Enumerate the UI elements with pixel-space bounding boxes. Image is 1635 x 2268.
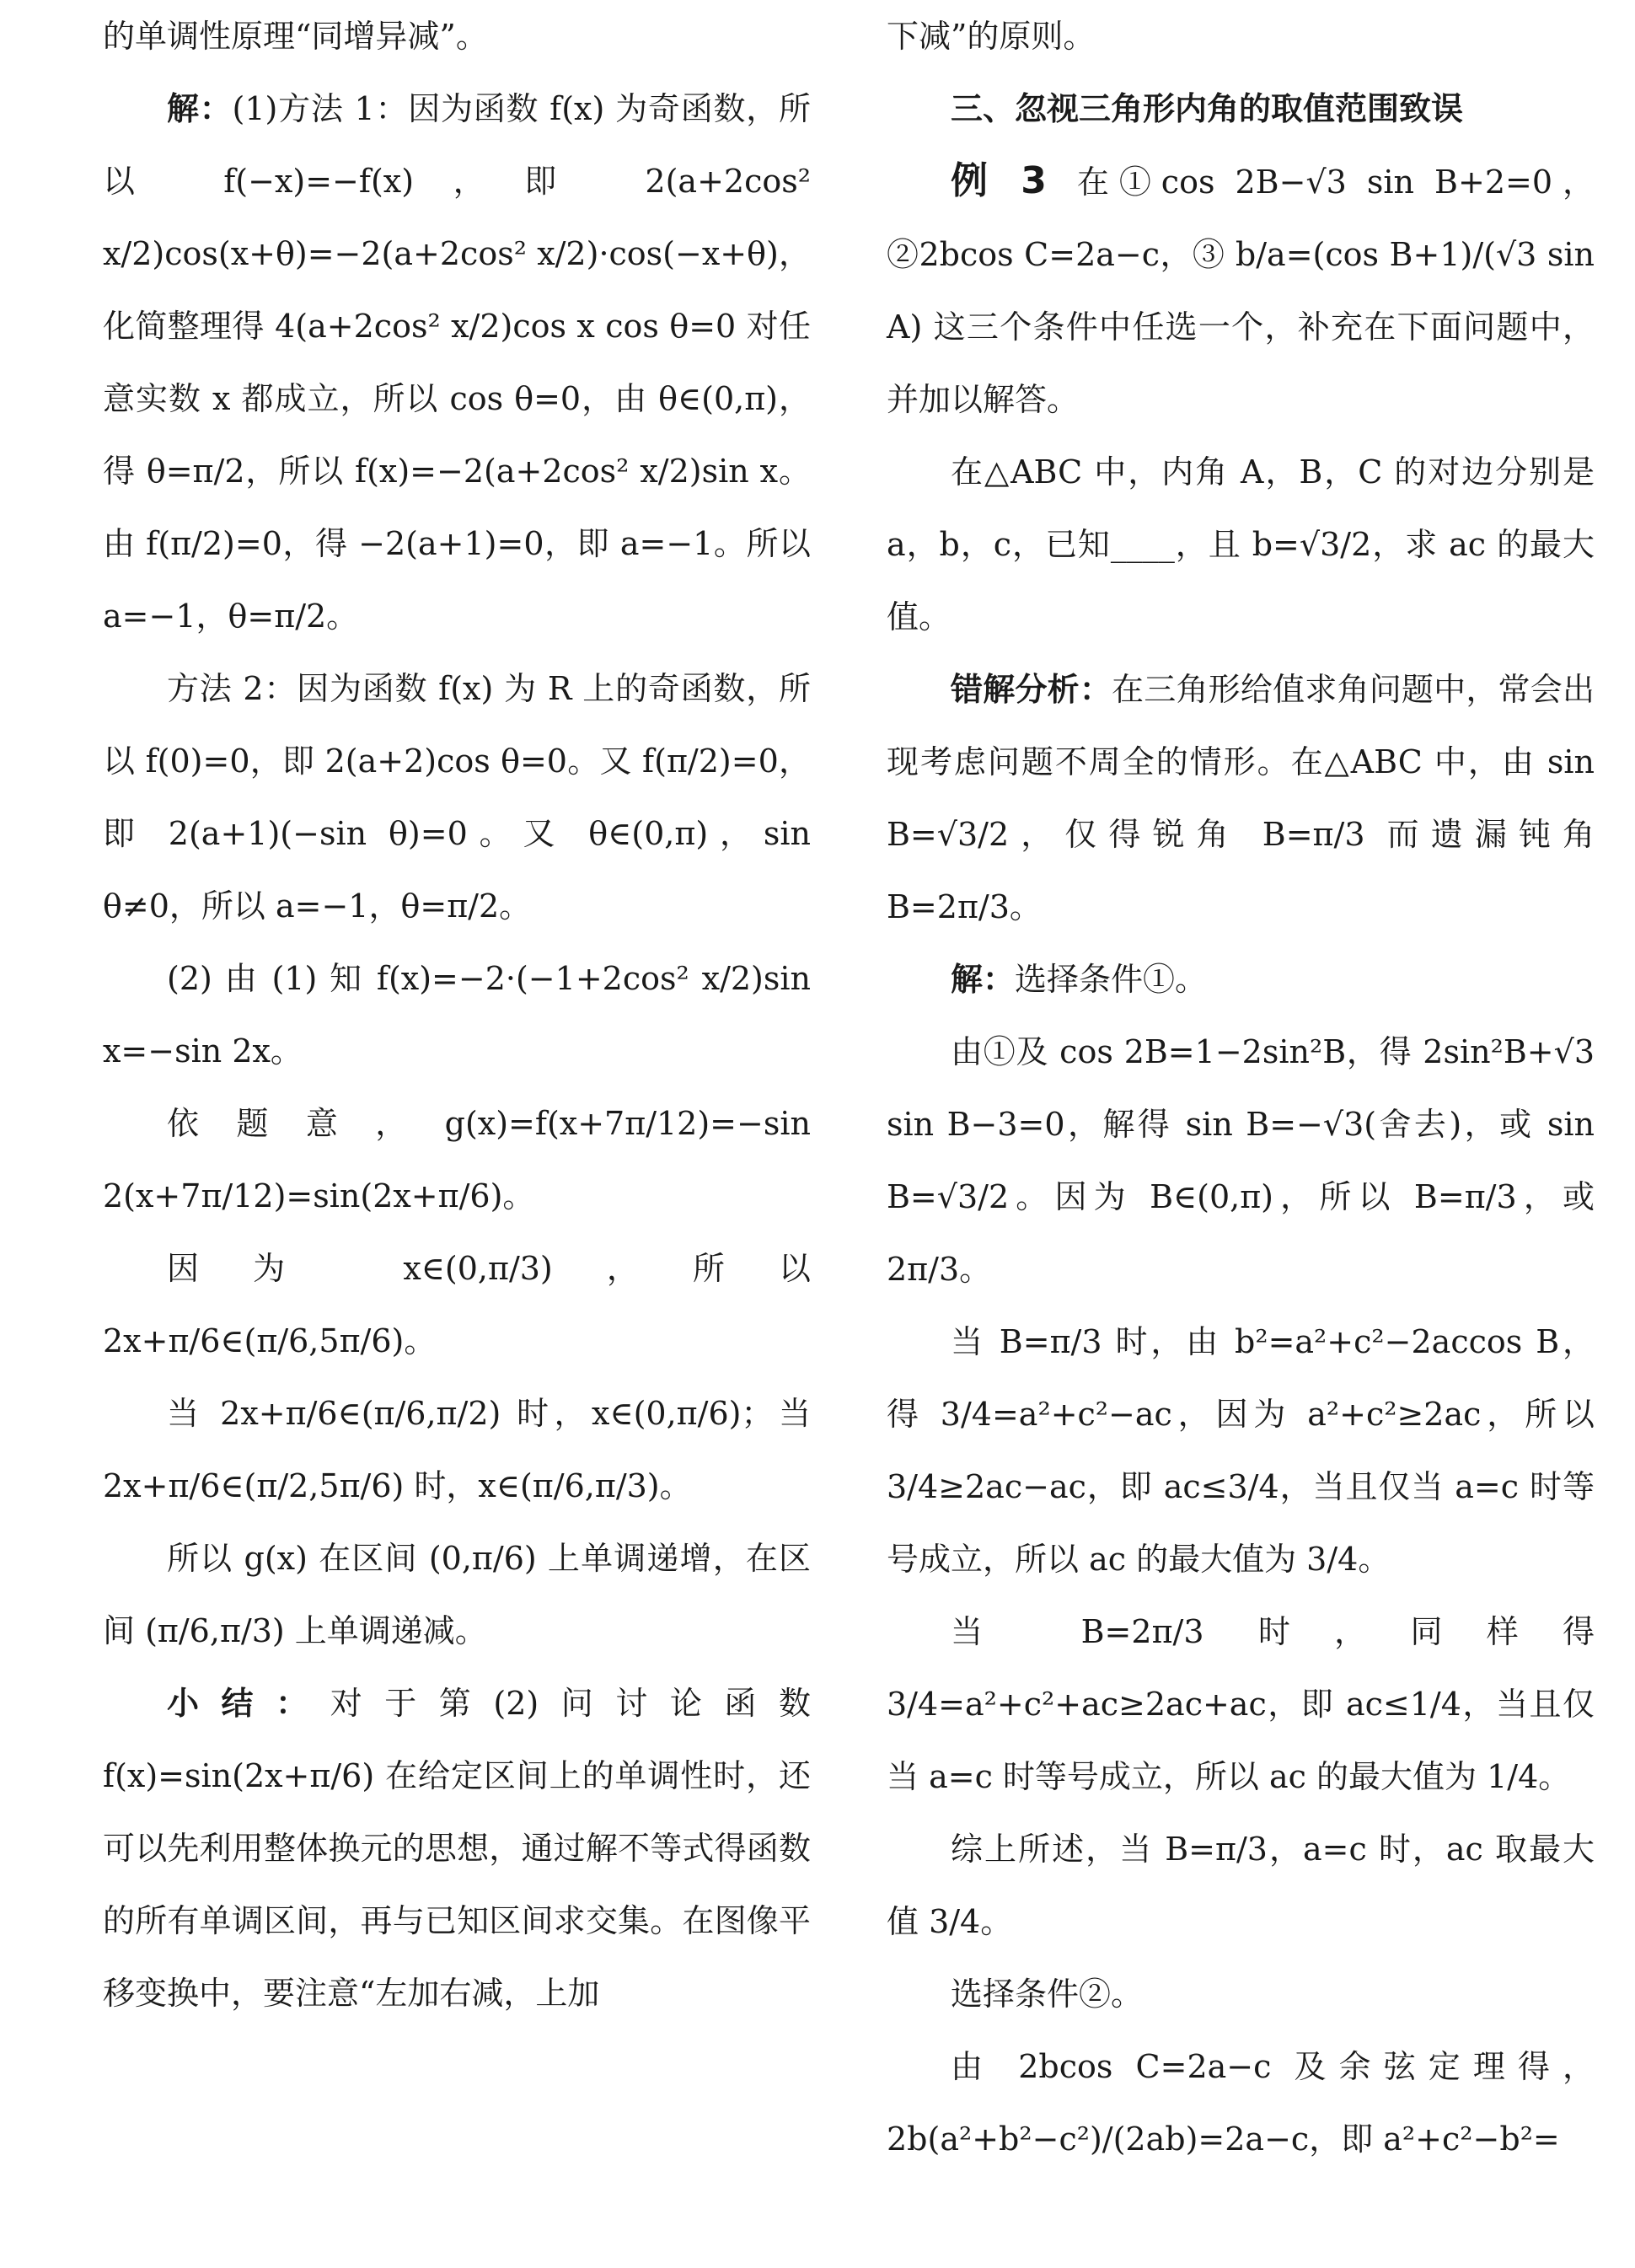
- paragraph-text: 在△ABC 中，内角 A，B，C 的对边分别是 a，b，c，已知____，且 b=√3/2，求 ac 的最大值。: [887, 453, 1595, 635]
- paragraph: [103, 1667, 811, 2029]
- paragraph-text: 选择条件①。: [1015, 961, 1208, 998]
- paragraph: [887, 436, 1595, 653]
- paragraph: [887, 943, 1595, 1016]
- paragraph-text: 当 2x+π/6∈(π/6,π/2) 时，x∈(0,π/6)；当 2x+π/6∈(π/2,5π/6) 时，x∈(π/6,π/3)。: [103, 1395, 811, 1504]
- paragraph: [887, 1813, 1595, 1958]
- paragraph-text: 当 B=π/3 时，由 b²=a²+c²−2accos B，得 3/4=a²+c²−ac，因为 a²+c²≥2ac，所以 3/4≥2ac−ac，即 ac≤3/4，当且仅当 a=c 时等号成立，所以 ac 的最大值为 3/4。: [887, 1323, 1595, 1578]
- paragraph-text: 在①cos 2B−√3 sin B+2=0，②2bcos C=2a−c，③ b/a=(cos B+1)/(√3 sin A) 这三个条件中任选一个，补充在下面问题中，并加以解答。: [887, 164, 1595, 418]
- right-column: [887, 0, 1595, 2175]
- example-label: 例 3: [951, 159, 1047, 202]
- paragraph: [887, 1958, 1595, 2030]
- paragraph-text: 因为 x∈(0,π/3)，所以 2x+π/6∈(π/6,5π/6)。: [103, 1250, 811, 1359]
- paragraph: [887, 0, 1595, 72]
- paragraph-text: 综上所述，当 B=π/3，a=c 时，ac 取最大值 3/4。: [887, 1831, 1595, 1940]
- paragraph-text: 依题意，g(x)=f(x+7π/12)=−sin 2(x+7π/12)=sin(2x+π/6)。: [103, 1105, 811, 1214]
- paragraph-text: 对于第(2)问讨论函数 f(x)=sin(2x+π/6) 在给定区间上的单调性时，还可以先利用整体换元的思想，通过解不等式得函数的所有单调区间，再与已知区间求交集。在图像平移变换中，要注意“左加右减，上加: [103, 1685, 811, 2012]
- paragraph-text: 当 B=2π/3 时，同样得 3/4=a²+c²+ac≥2ac+ac，即 ac≤1/4，当且仅当 a=c 时等号成立，所以 ac 的最大值为 1/4。: [887, 1613, 1595, 1795]
- paragraph: [103, 72, 811, 652]
- paragraph: [103, 652, 811, 942]
- section-heading: 三、忽视三角形内角的取值范围致误: [951, 90, 1464, 127]
- paragraph-text: 方法 2：因为函数 f(x) 为 R 上的奇函数，所以 f(0)=0，即 2(a+2)cos θ=0。又 f(π/2)=0，即 2(a+1)(−sin θ)=0。又 θ∈(0,π)，sin θ≠0，所以 a=−1，θ=π/2。: [103, 670, 811, 925]
- paragraph-text: 由①及 cos 2B=1−2sin²B，得 2sin²B+√3 sin B−3=0，解得 sin B=−√3(舍去)，或 sin B=√3/2。因为 B∈(0,π)，所以 B=π/3，或 2π/3。: [887, 1033, 1595, 1288]
- paragraph-text: 在三角形给值求角问题中，常会出现考虑问题不周全的情形。在△ABC 中，由 sin B=√3/2，仅得锐角 B=π/3 而遗漏钝角 B=2π/3。: [887, 671, 1595, 925]
- paragraph-text: (1)方法 1：因为函数 f(x) 为奇函数，所以 f(−x)=−f(x)，即 2(a+2cos² x/2)cos(x+θ)=−2(a+2cos² x/2)·cos(−x+θ)，化简整理得 4(a+2cos² x/2)cos x cos θ=0 对任意实数 x 都成立，所以 cos θ=0，由 θ∈(0,π)，得 θ=π/2，所以 f(x)=−2(a+2cos² x/2)sin x。由 f(π/2)=0，得 −2(a+1)=0，即 a=−1。所以 a=−1，θ=π/2。: [103, 90, 811, 635]
- paragraph: [103, 1377, 811, 1522]
- error-analysis-label: 错解分析：: [951, 671, 1112, 708]
- paragraph-text: (2) 由 (1) 知 f(x)=−2·(−1+2cos² x/2)sin x=−sin 2x。: [103, 960, 811, 1070]
- paragraph: [103, 942, 811, 1087]
- solution-label: 解：: [167, 90, 233, 127]
- paragraph: [887, 653, 1595, 943]
- paragraph-text: 选择条件②。: [951, 1976, 1144, 2013]
- paragraph: [103, 1522, 811, 1667]
- summary-label: 小结：: [167, 1685, 330, 1722]
- paragraph: [103, 1087, 811, 1232]
- paragraph-text: 由 2bcos C=2a−c 及余弦定理得，2b(a²+b²−c²)/(2ab)=2a−c，即 a²+c²−b²=: [887, 2048, 1595, 2158]
- paragraph: [887, 2030, 1595, 2175]
- paragraph: [887, 1595, 1595, 1813]
- paragraph-text: 所以 g(x) 在区间 (0,π/6) 上单调递增，在区间 (π/6,π/3) 上单调递减。: [103, 1540, 811, 1649]
- paragraph: [103, 0, 811, 72]
- paragraph: [887, 1016, 1595, 1306]
- paragraph-text: 下减”的原则。: [887, 18, 1096, 55]
- paragraph: [887, 145, 1595, 436]
- paragraph: [103, 1232, 811, 1377]
- solution-label: 解：: [951, 961, 1016, 998]
- left-column: [103, 0, 811, 2029]
- paragraph-text: 的单调性原理“同增异减”。: [103, 18, 488, 55]
- paragraph: [887, 1306, 1595, 1595]
